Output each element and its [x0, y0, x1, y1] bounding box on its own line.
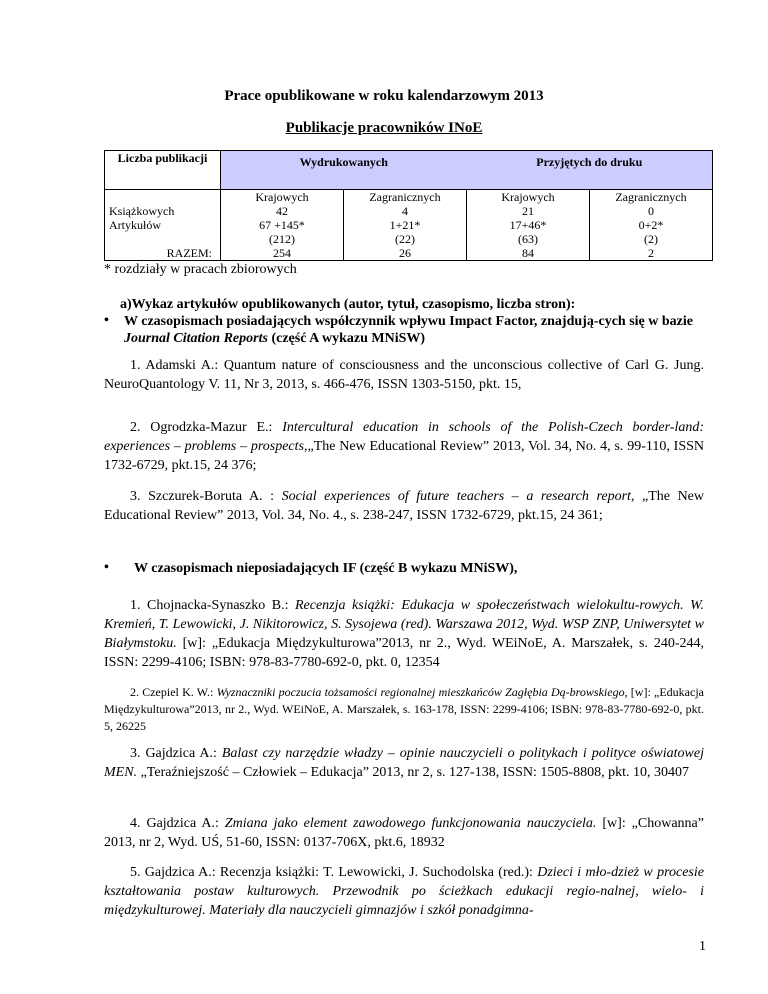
entry-b-4: 4. Gajdzica A.: Zmiana jako element zawodowego funkcjonowania nauczyciela. [w]: „Chowanna” 2013, nr 2, Wyd. UŚ, 51-60, ISSN: 0137-706X, pkt.6, 18932: [104, 816, 704, 850]
row-label-books: Książkowych: [109, 204, 175, 218]
cell-total: 84: [522, 246, 534, 260]
entry-b-5: 5. Gajdzica A.: Recenzja książki: T. Lewowicki, J. Suchodolska (red.): Dzieci i mło-dzież w procesie kształtowania postaw kulturowych. Przewodnik po ścieżkach edukacji regio-nalnej, wielo- i międzykulturowej. Materiały dla nauczycieli gimnazjów i szkół ponadgimna-: [104, 865, 704, 918]
bullet-no-if: W czasopismach nieposiadających IF (część B wykazu MNiSW),: [134, 561, 518, 576]
column-header: Krajowych: [255, 190, 309, 204]
cell-books: 21: [522, 204, 534, 218]
publication-stats-table: [104, 150, 713, 261]
section-a-heading: a)Wykaz artykułów opublikowanych (autor, tytuł, czasopismo, liczba stron):: [120, 297, 576, 312]
column-header: Zagranicznych: [369, 190, 441, 204]
cell-articles-sum: (22): [395, 232, 415, 246]
document-title: Prace opublikowane w roku kalendarzowym 2013: [224, 88, 544, 104]
entry-b-3: 3. Gajdzica A.: Balast czy narzędzie władzy – opinie nauczycieli o politykach i polityce oświatowej MEN. „Teraźniejszość – Człowiek – Edukacja” 2013, nr 2, s. 127-138, ISSN: 1505-8808, pkt. 10, 30407: [104, 746, 704, 780]
row-label-articles: Artykułów: [109, 218, 161, 232]
cell-articles: 17+46*: [509, 218, 547, 232]
group-header-accepted: Przyjętych do druku: [467, 151, 713, 190]
table-column: [467, 190, 590, 261]
cell-articles: 0+2*: [638, 218, 664, 232]
cell-articles-sum: (63): [518, 232, 538, 246]
row-labels: [105, 190, 221, 261]
page-number: 1: [699, 939, 706, 954]
cell-articles: 1+21*: [389, 218, 421, 232]
entry-a-3: 3. Szczurek-Boruta A. : Social experiences of future teachers – a research report, „The New Educational Review” 2013, Vol. 34, No. 4., s. 238-247, ISSN 1732-6729, pkt.15, 24 361;: [104, 489, 705, 523]
cell-books: 4: [402, 204, 408, 218]
table-corner-header: Liczba publikacji: [105, 151, 221, 190]
entry-a-2: 2. Ogrodzka-Mazur E.: Intercultural education in schools of the Polish-Czech border-land: experiences – problems – prospects,„The New Educational Review” 2013, Vol. 34, No. 4, s. 99-110, ISSN 1732-6729, pkt.15, 24 376;: [104, 420, 704, 473]
entry-b-2: 2. Czepiel K. W.: Wyznaczniki poczucia tożsamości regionalnej mieszkańców Zagłębia Dą-browskiego, [w]: „Edukacja Międzykulturowa”2013, nr 2., Wyd. WEiNoE, A. Marszałek, s. 163-178, ISSN: 2299-4106; ISBN: 978-83-7780-692-0, pkt. 5, 26225: [104, 685, 704, 733]
cell-articles-sum: (2): [644, 232, 658, 246]
bullet-impact-factor: W czasopismach posiadających współczynnik wpływu Impact Factor, znajdują-cych się w bazie Journal Citation Reports (część A wykazu MNiSW): [124, 314, 693, 346]
entry-b-1: 1. Chojnacka-Synaszko B.: Recenzja książki: Edukacja w społeczeństwach wielokultu-rowych. W. Kremień, T. Lewowicki, J. Nikitorowicz, S. Sysojewa (red). Warszawa 2012, Wyd. WSP ZNP, Uniwersytet w Białymstoku. [w]: „Edukacja Międzykulturowa”2013, nr 2., Wyd. WEiNoE, A. Marszałek, s. 240-244, ISSN: 2299-4106; ISBN: 978-83-7780-692-0, pkt. 0, 12354: [104, 598, 704, 670]
bullet-icon: •: [104, 313, 109, 328]
table-column: [590, 190, 713, 261]
column-header: Zagranicznych: [615, 190, 687, 204]
cell-articles: 67 +145*: [259, 218, 305, 232]
table-column: [344, 190, 467, 261]
cell-books: 42: [276, 204, 288, 218]
document-subtitle: Publikacje pracowników INoE: [285, 120, 483, 136]
cell-books: 0: [648, 204, 654, 218]
row-label-total: RAZEM:: [166, 246, 212, 260]
table-column: [221, 190, 344, 261]
cell-total: 26: [399, 246, 411, 260]
cell-total: 254: [273, 246, 291, 260]
cell-total: 2: [648, 246, 654, 260]
group-header-printed: Wydrukowanych: [221, 151, 467, 190]
column-header: Krajowych: [501, 190, 555, 204]
bullet-icon: •: [104, 560, 109, 575]
entry-a-1: 1. Adamski A.: Quantum nature of consciousness and the unconscious collective of Carl G. Jung. NeuroQuantology V. 11, Nr 3, 2013, s. 466-476, ISSN 1303-5150, pkt. 15,: [104, 358, 704, 392]
table-footnote: * rozdziały w pracach zbiorowych: [104, 262, 297, 277]
cell-articles-sum: (212): [269, 232, 295, 246]
